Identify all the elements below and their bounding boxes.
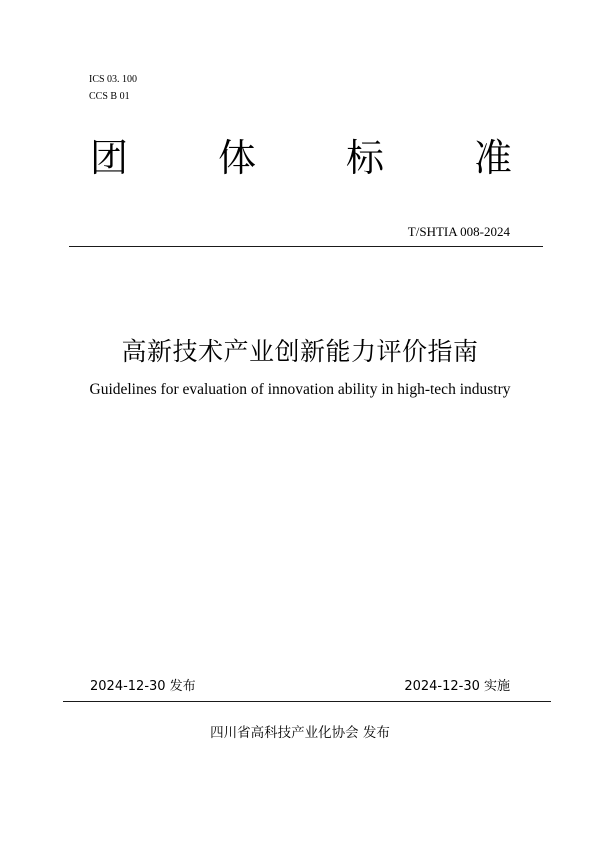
standard-type-char: 团	[90, 136, 129, 180]
bottom-divider	[63, 701, 551, 702]
ccs-code: CCS B 01	[89, 91, 130, 102]
title-chinese: 高新技术产业创新能力评价指南	[121, 337, 479, 366]
publisher: 四川省高科技产业化协会 发布	[210, 725, 390, 741]
standard-type-char: 标	[345, 136, 384, 180]
publish-date: 2024-12-30 发布	[90, 679, 196, 694]
standard-type-heading	[90, 134, 512, 182]
standard-number: T/SHTIA 008-2024	[407, 224, 510, 239]
title-english: Guidelines for evaluation of innovation ability in high-tech industry	[89, 381, 511, 398]
ics-code: ICS 03. 100	[89, 74, 138, 85]
implement-date: 2024-12-30 实施	[404, 679, 510, 694]
top-divider	[69, 246, 543, 247]
standard-type-char: 体	[217, 136, 256, 180]
standard-type-char: 准	[473, 136, 512, 180]
